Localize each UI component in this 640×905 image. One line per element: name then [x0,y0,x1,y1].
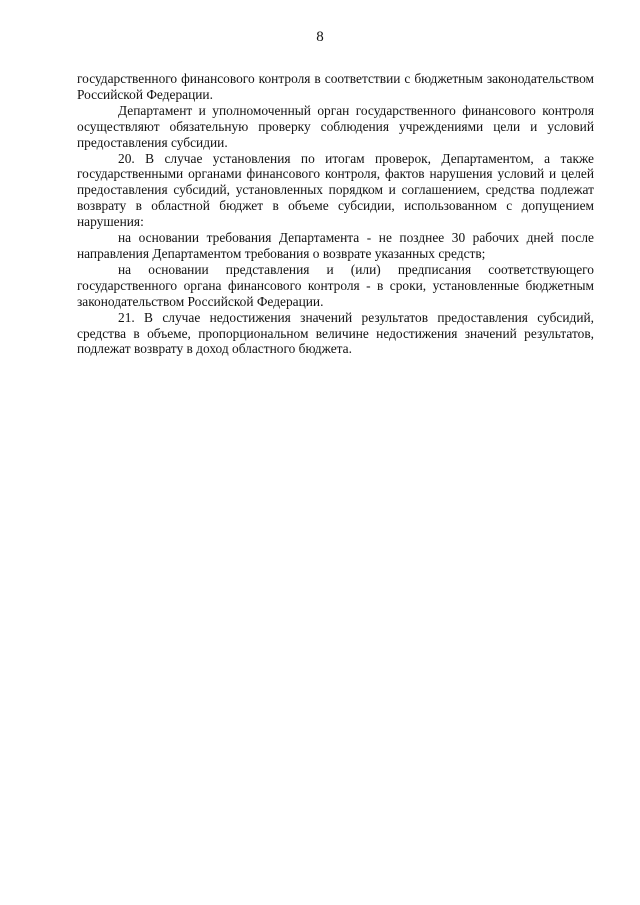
paragraph-control-check: Департамент и уполномоченный орган государственного финансового контроля осуществляют обязательную проверку соблюдения учреждениями цели и условий предоставления субсидии. [77,102,594,150]
paragraph-requirement: на основании требования Департамента - не позднее 30 рабочих дней после направления Департаментом требования о возврате указанных средств; [77,230,594,261]
document-body [77,71,594,357]
paragraph-item-20: 20. В случае установления по итогам проверок, Департаментом, а также государственными органами финансового контроля, фактов нарушения условий и целей предоставления субсидий, установленных порядком и соглашением, средства подлежат возврату в областной бюджет в объеме субсидии, использованном с допущением нарушения: [77,150,594,230]
page-number: 8 [316,29,324,45]
paragraph-prescription: на основании представления и (или) предписания соответствующего государственного органа финансового контроля - в сроки, установленные бюджетным законодательством Российской Федерации. [77,261,594,309]
paragraph-item-21: 21. В случае недостижения значений результатов предоставления субсидий, средства в объеме, пропорциональном величине недостижения значений результатов, подлежат возврату в доход областного бюджета. [77,309,594,357]
paragraph-continuation: государственного финансового контроля в соответствии с бюджетным законодательством Российской Федерации. [77,71,594,102]
